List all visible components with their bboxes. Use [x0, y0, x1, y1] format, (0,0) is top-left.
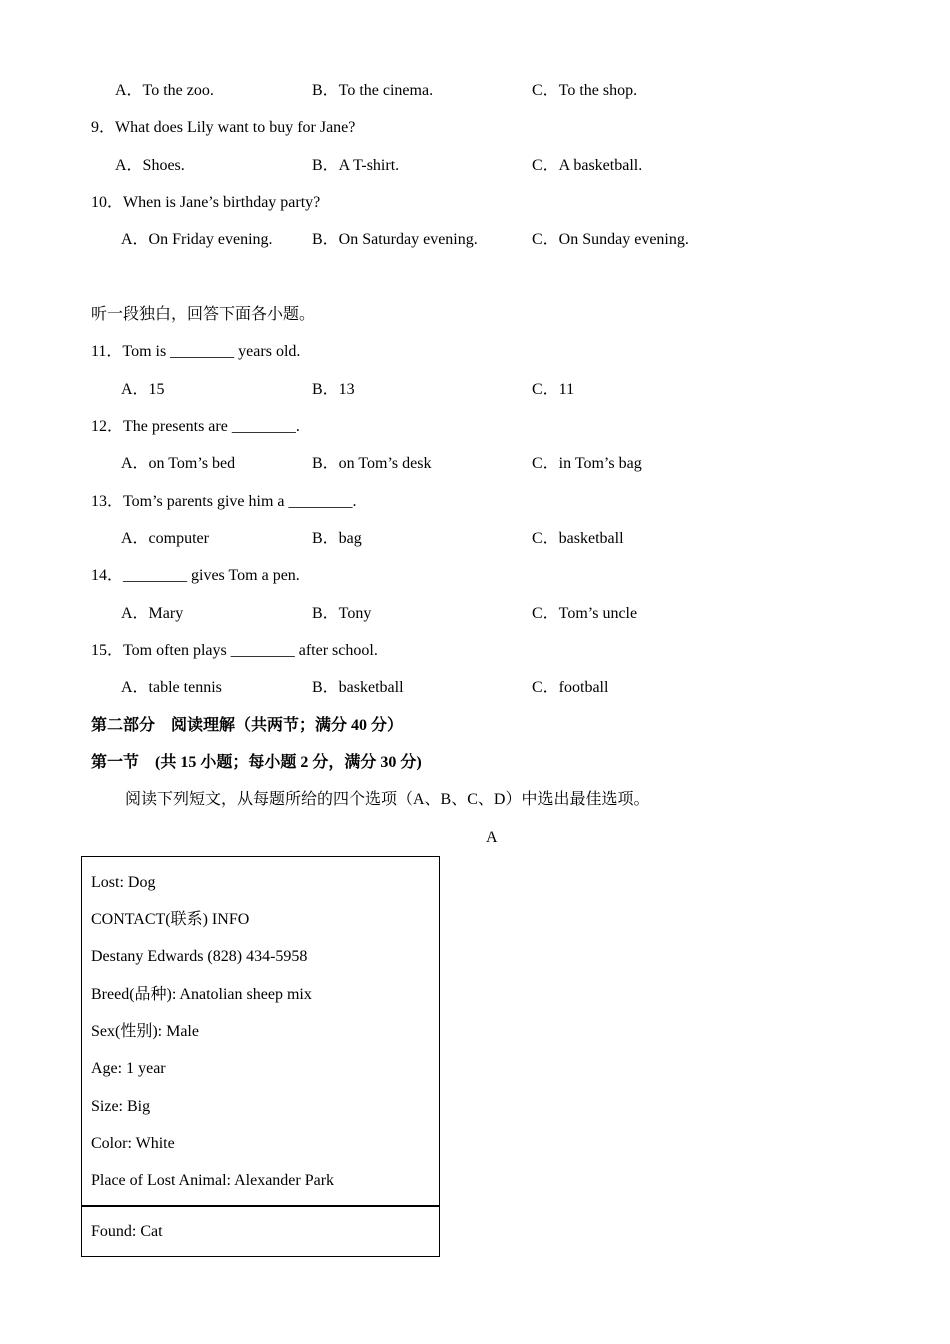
q8-option-c: C．To the shop.	[532, 82, 638, 99]
q12-option-c: C．in Tom’s bag	[532, 455, 642, 472]
color: Color: White	[91, 1135, 175, 1152]
q15-stem: 15．Tom often plays ________ after school.	[91, 642, 378, 659]
q13-option-b: B．bag	[312, 530, 362, 547]
lost-dog-notice	[81, 856, 440, 1207]
sex: Sex(性别): Male	[91, 1023, 199, 1040]
q11-option-b: B．13	[312, 381, 355, 398]
passage-label: A	[486, 829, 498, 846]
place-lost: Place of Lost Animal: Alexander Park	[91, 1172, 335, 1189]
q11-option-c: C．11	[532, 381, 575, 398]
found-cat-notice	[81, 1205, 440, 1257]
q10-stem: 10．When is Jane’s birthday party?	[91, 194, 321, 211]
lost-title: Lost: Dog	[91, 874, 156, 891]
q15-option-a: A．table tennis	[121, 679, 222, 696]
q14-option-c: C．Tom’s uncle	[532, 605, 638, 622]
q8-option-b: B．To the cinema.	[312, 82, 434, 99]
reading-instruction: 阅读下列短文，从每题所给的四个选项（A、B、C、D）中选出最佳选项。	[125, 791, 650, 808]
q12-option-b: B．on Tom’s desk	[312, 455, 432, 472]
section1-heading: 第一节 (共 15 小题；每小题 2 分，满分 30 分)	[91, 754, 422, 771]
monologue-instruction: 听一段独白，回答下面各小题。	[91, 306, 316, 323]
found-title: Found: Cat	[91, 1223, 163, 1240]
q9-option-a: A．Shoes.	[115, 157, 185, 174]
q10-option-c: C．On Sunday evening.	[532, 231, 689, 248]
q12-option-a: A．on Tom’s bed	[121, 455, 236, 472]
q11-stem: 11．Tom is ________ years old.	[91, 343, 301, 360]
q8-option-a: A．To the zoo.	[115, 82, 214, 99]
contact-label: CONTACT(联系) INFO	[91, 911, 250, 928]
size: Size: Big	[91, 1098, 151, 1115]
q9-stem: 9．What does Lily want to buy for Jane?	[91, 119, 356, 136]
q15-option-c: C．football	[532, 679, 609, 696]
q10-option-b: B．On Saturday evening.	[312, 231, 478, 248]
q15-option-b: B．basketball	[312, 679, 404, 696]
q13-stem: 13．Tom’s parents give him a ________.	[91, 493, 357, 510]
q12-stem: 12．The presents are ________.	[91, 418, 300, 435]
q14-option-a: A．Mary	[121, 605, 184, 622]
age: Age: 1 year	[91, 1060, 166, 1077]
q9-option-c: C．A basketball.	[532, 157, 643, 174]
q13-option-a: A．computer	[121, 530, 209, 547]
q9-option-b: B．A T-shirt.	[312, 157, 400, 174]
part2-heading: 第二部分 阅读理解（共两节；满分 40 分）	[91, 717, 404, 734]
breed: Breed(品种): Anatolian sheep mix	[91, 986, 312, 1003]
q11-option-a: A．15	[121, 381, 165, 398]
q10-option-a: A．On Friday evening.	[121, 231, 273, 248]
contact-name-phone: Destany Edwards (828) 434-5958	[91, 948, 308, 965]
q13-option-c: C．basketball	[532, 530, 624, 547]
q14-option-b: B．Tony	[312, 605, 372, 622]
q14-stem: 14．________ gives Tom a pen.	[91, 567, 300, 584]
